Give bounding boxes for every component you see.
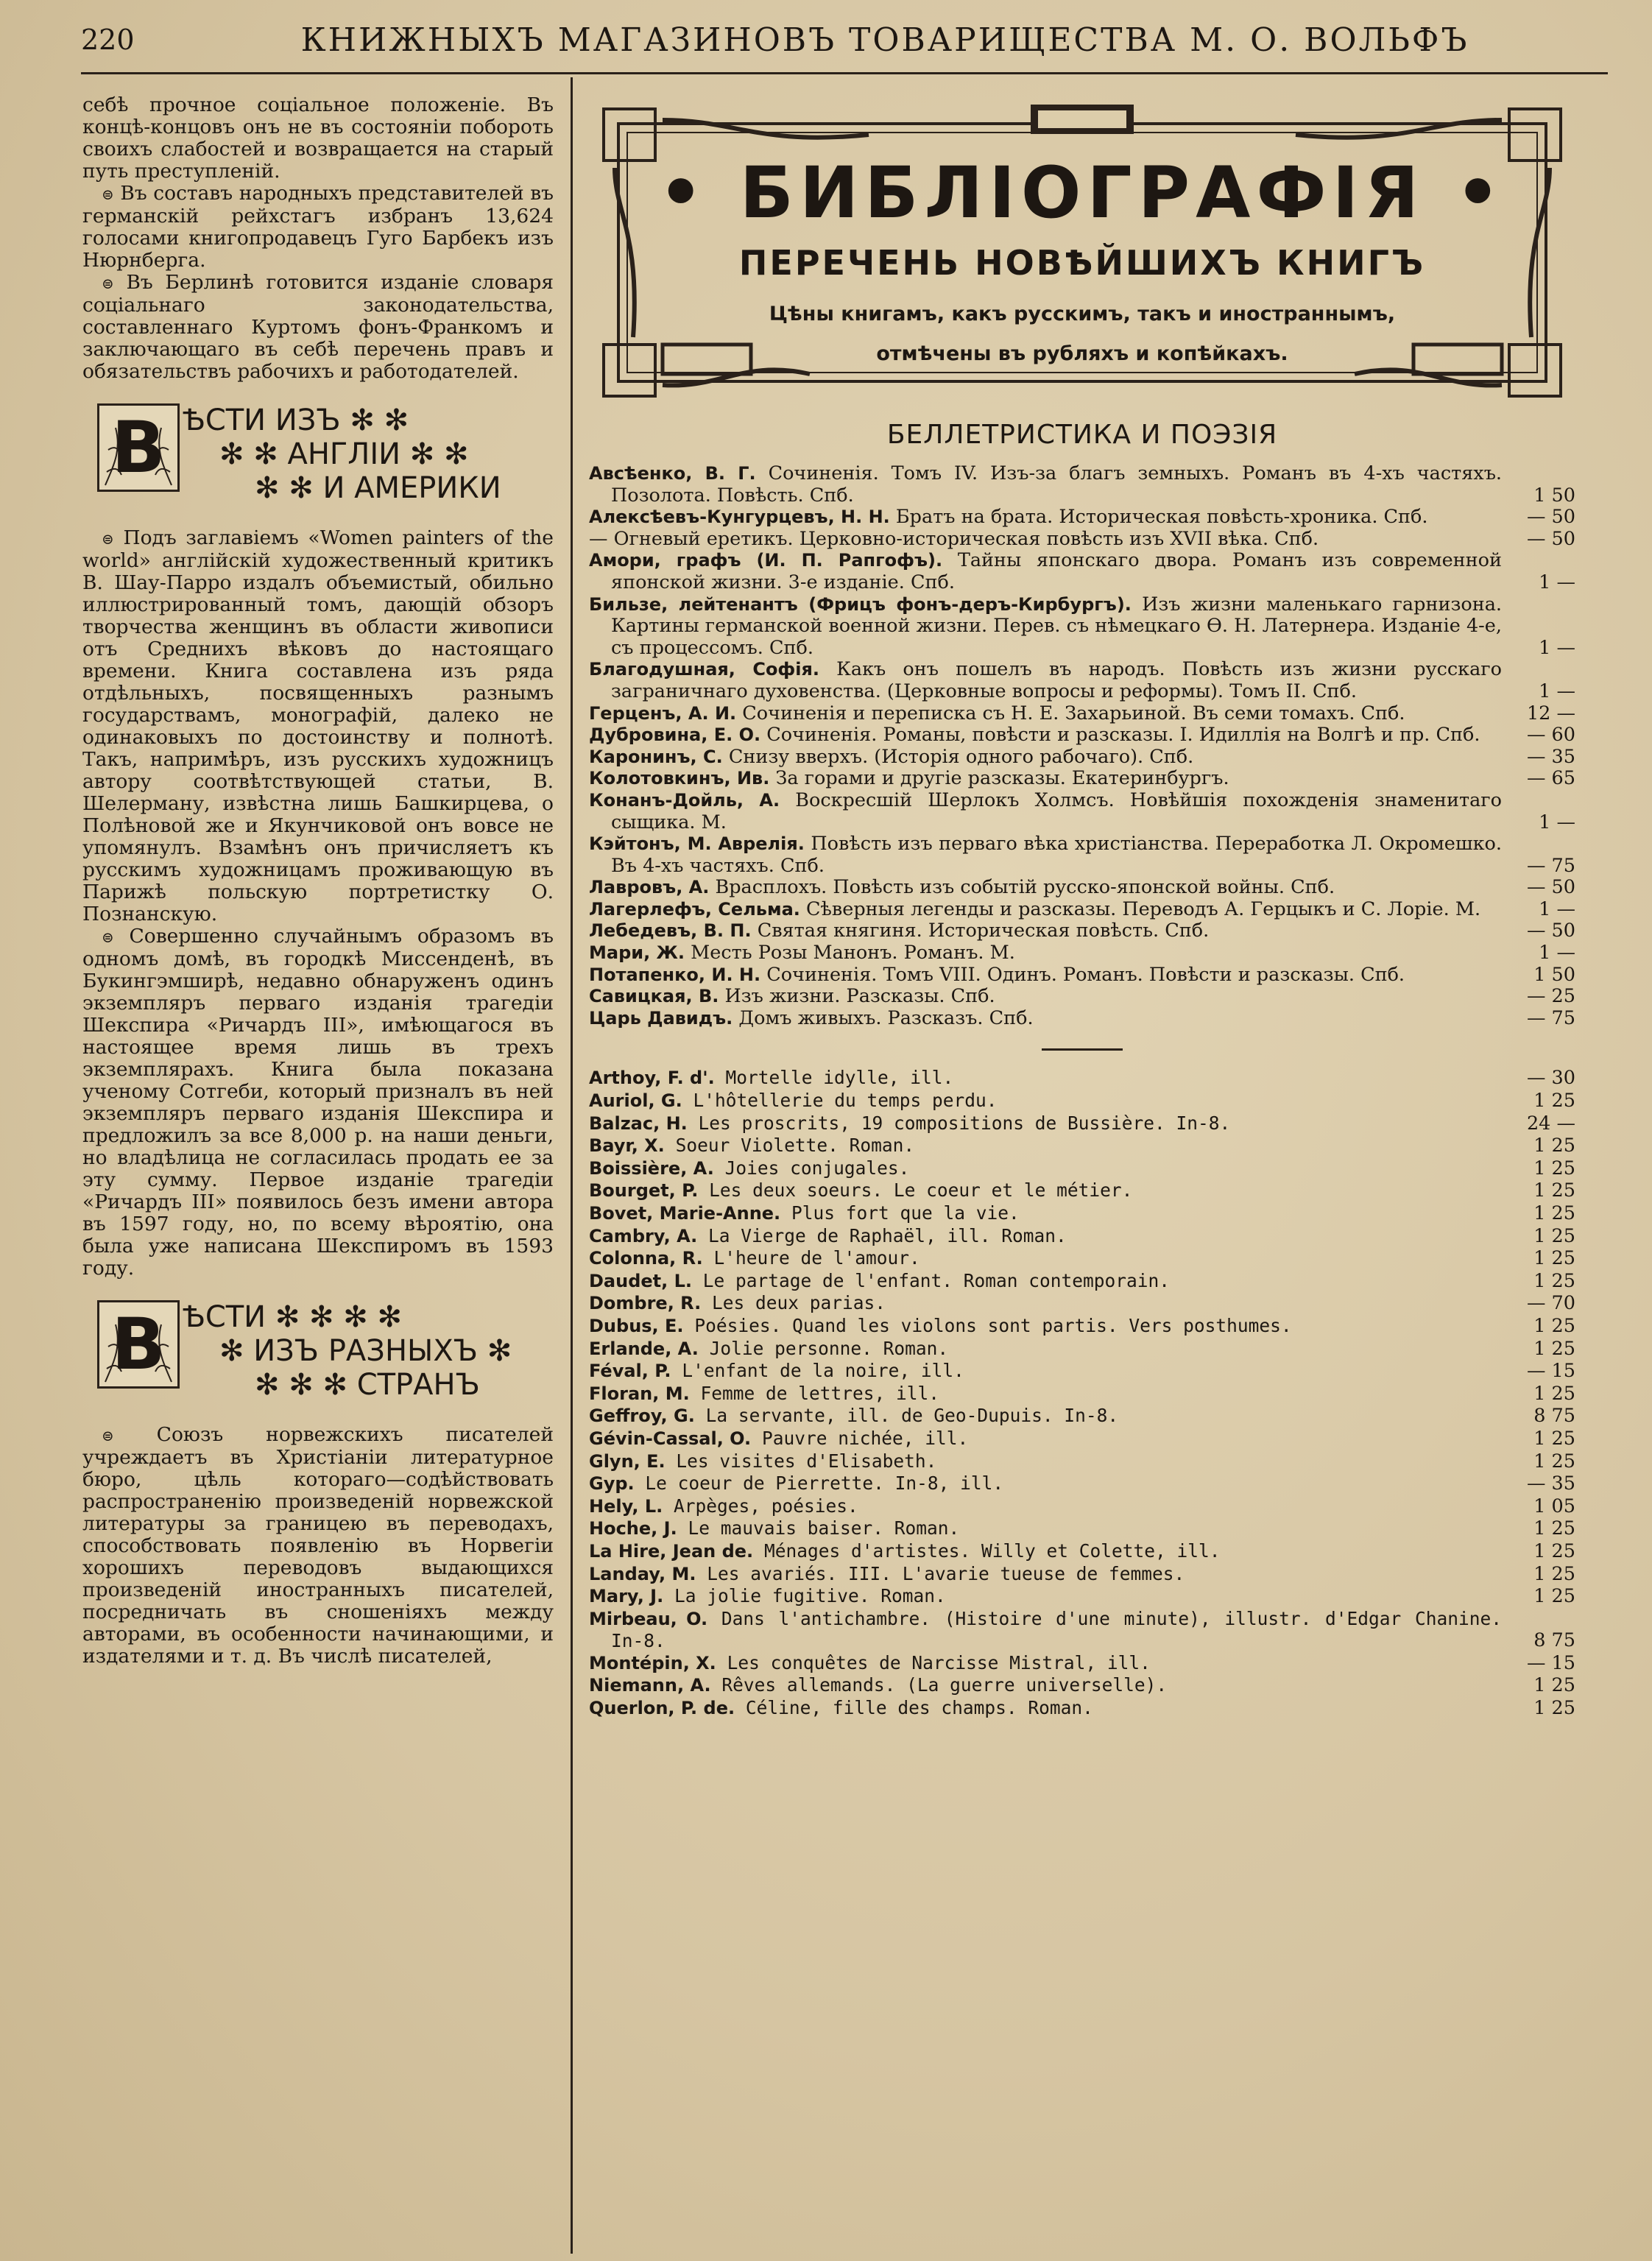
- book-price: — 25: [1526, 985, 1575, 1008]
- book-price: 1 —: [1539, 636, 1575, 659]
- book-price: — 50: [1526, 527, 1575, 550]
- book-author: Bovet, Marie-Anne.: [589, 1203, 781, 1224]
- book-author: Landay, M.: [589, 1563, 696, 1584]
- banner-subtitle: ПЕРЕЧЕНЬ НОВѢЙШИХЪ КНИГЪ: [738, 243, 1426, 283]
- paragraph-text: Подъ заглавіемъ «Women painters of the world» англійскій художественный критикъ В. Шау-Парро издалъ объемистый, обильно иллюстрированный томъ, дающій обзоръ творчества женщинъ въ области живописи отъ Среднихъ вѣковъ до настоящаго времени. Книга составлена изъ ряда отдѣльныхъ, посвященныхъ разнымъ государствамъ, монографій, далеко не одинаковыхъ по достоинству и полнотѣ. Такъ, напримѣръ, изъ русскихъ художницъ автору соотвѣтствующей статьи, В. Шелерману, извѣстна лишь Башкирцева, о Полѣновой же и Якунчиковой онъ вовсе не упомянулъ. Взамѣнъ онъ причисляетъ къ русскимъ художницамъ проживающую въ Парижѣ польскую портретистку О. Познанскую.: [82, 526, 554, 925]
- book-entry: [589, 507, 1575, 529]
- book-entry-text: [589, 1202, 1502, 1225]
- book-title: Сочиненія. Томъ IV. Изъ-за благъ земныхъ. Романъ въ 4-хъ частяхъ. Позолота. Повѣсть. Спб.: [611, 462, 1503, 507]
- book-entry-text: [589, 899, 1502, 921]
- book-entry-text: [589, 1360, 1502, 1383]
- book-author: Царь Давидъ.: [589, 1007, 733, 1029]
- book-author: Mary, J.: [589, 1586, 664, 1607]
- book-price: 1 25: [1533, 1585, 1575, 1608]
- book-entry: [589, 659, 1575, 702]
- book-author: Glyn, E.: [589, 1450, 666, 1472]
- book-price: 1 05: [1533, 1495, 1575, 1517]
- book-entry: [589, 1428, 1575, 1450]
- book-author: Конанъ-Дойль, А.: [589, 789, 780, 811]
- book-title: Arpèges, poésies.: [674, 1495, 858, 1517]
- book-entry: [589, 1495, 1575, 1518]
- book-title: Сочиненія и переписка съ Н. Е. Захарьиной. Въ семи томахъ. Спб.: [742, 702, 1405, 724]
- book-entry: [589, 1517, 1575, 1540]
- running-title: КНИЖНЫХЪ МАГАЗИНОВЪ ТОВАРИЩЕСТВА М. О. ВОЛЬФЪ: [300, 21, 1469, 59]
- book-author: Лебедевъ, В. П.: [589, 920, 752, 942]
- book-title: Какъ онъ пошелъ въ народъ. Повѣсть изъ жизни русскаго заграничнаго духовенства. (Церковные вопросы и реформы). Томъ II. Спб.: [611, 658, 1503, 702]
- book-entry-text: [589, 1540, 1502, 1563]
- banner-title: • БИБЛІОГРАФІЯ •: [658, 152, 1506, 234]
- foreign-book-list: [589, 1067, 1575, 1719]
- book-author: Благодушная, Софія.: [589, 659, 819, 680]
- book-entry: [589, 899, 1575, 921]
- book-entry: [589, 1608, 1575, 1652]
- book-title: Mortelle idylle, ill.: [725, 1067, 954, 1089]
- book-entry-text: [589, 1067, 1502, 1090]
- book-entry: [589, 790, 1575, 833]
- book-author: Erlande, A.: [589, 1338, 699, 1359]
- book-entry-text: [589, 1270, 1502, 1293]
- book-entry-text: [589, 507, 1502, 529]
- paragraph-mark: ⊜: [102, 275, 114, 292]
- book-author: Потапенко, И. Н.: [589, 964, 761, 985]
- book-author: Cambry, A.: [589, 1225, 698, 1246]
- book-entry-text: [589, 986, 1502, 1008]
- book-author: Бильзе, лейтенантъ (Фрицъ фонъ-деръ-Кирбургъ).: [589, 593, 1132, 615]
- book-entry-text: [589, 1179, 1502, 1202]
- book-title: Pauvre nichée, ill.: [761, 1427, 969, 1449]
- book-title: Les conquêtes de Narcisse Mistral, ill.: [727, 1651, 1151, 1673]
- book-author: Féval, P.: [589, 1361, 671, 1382]
- book-price: 1 25: [1533, 1135, 1575, 1157]
- book-author: Balzac, H.: [589, 1112, 688, 1134]
- book-price: — 75: [1526, 854, 1575, 877]
- book-entry-text: [589, 1428, 1502, 1450]
- book-title: Soeur Violette. Roman.: [675, 1135, 915, 1157]
- book-title: Сѣверныя легенды и разсказы. Переводъ А. Герцыкъ и С. Лоріе. М.: [805, 897, 1481, 920]
- section-title-line: ѢСТИ ИЗЪ ✻ ✻: [183, 403, 409, 437]
- book-price: 1 25: [1533, 1337, 1575, 1360]
- paragraph-mark: ⊜: [102, 530, 114, 548]
- book-title: Les deux soeurs. Le coeur et le métier.: [709, 1179, 1133, 1202]
- book-entry-text: [589, 1315, 1502, 1338]
- book-price: 1 25: [1533, 1539, 1575, 1562]
- book-entry-text: [589, 659, 1502, 702]
- book-entry: [589, 1067, 1575, 1090]
- book-price: 1 25: [1533, 1674, 1575, 1697]
- book-entry: [589, 1292, 1575, 1315]
- book-title: La servante, ill. de Geo-Dupuis. In-8.: [705, 1405, 1119, 1427]
- ornamental-initial: [97, 1300, 180, 1389]
- book-entry: [589, 986, 1575, 1008]
- book-title: Le mauvais baiser. Roman.: [688, 1517, 960, 1539]
- right-column: [589, 94, 1575, 1720]
- book-author: Montépin, X.: [589, 1652, 716, 1673]
- section-title: [180, 1300, 554, 1402]
- book-price: 24 —: [1526, 1112, 1575, 1135]
- book-entry-text: [589, 920, 1502, 942]
- initial-letter: В: [111, 1303, 166, 1386]
- book-entry: [589, 1360, 1575, 1383]
- section-title-line: ✻ ✻ И АМЕРИКИ: [255, 471, 501, 505]
- section-title-line: ✻ ✻ АНГЛІИ ✻ ✻: [219, 437, 469, 471]
- book-entry: [589, 1383, 1575, 1405]
- book-title: La jolie fugitive. Roman.: [674, 1585, 946, 1607]
- book-price: 1 25: [1533, 1517, 1575, 1540]
- book-entry: [589, 1652, 1575, 1675]
- book-entry: [589, 1563, 1575, 1586]
- book-price: 1 —: [1539, 811, 1575, 833]
- banner-note: Цѣны книгамъ, какъ русскимъ, такъ и иностраннымъ,: [769, 303, 1396, 325]
- book-price: — 30: [1526, 1067, 1575, 1090]
- book-price: — 65: [1526, 767, 1575, 790]
- book-entry: [589, 1540, 1575, 1563]
- book-entry-text: [589, 724, 1502, 747]
- section-heading-england-america: [82, 403, 554, 505]
- book-author: Dombre, R.: [589, 1293, 702, 1314]
- book-entry-text: [589, 1608, 1502, 1652]
- book-price: 1 50: [1533, 484, 1575, 507]
- book-title: Месть Розы Манонъ. Романъ. М.: [691, 942, 1015, 964]
- book-author: Hoche, J.: [589, 1518, 677, 1539]
- book-price: 1 25: [1533, 1562, 1575, 1585]
- book-price: — 70: [1526, 1292, 1575, 1315]
- book-entry-text: [589, 833, 1502, 877]
- book-title: Сочиненія. Романы, повѣсти и разсказы. I. Идиллія на Волгѣ и пр. Спб.: [766, 724, 1480, 747]
- paragraph: [82, 183, 554, 272]
- book-price: 8 75: [1533, 1629, 1575, 1652]
- book-price: 1 50: [1533, 963, 1575, 986]
- book-price: — 60: [1526, 724, 1575, 747]
- book-entry-text: [589, 550, 1502, 593]
- book-entry-text: [589, 1674, 1502, 1697]
- book-entry: [589, 594, 1575, 660]
- book-title: Снизу вверхъ. (Исторія одного рабочаго). Спб.: [728, 745, 1194, 768]
- book-price: 1 25: [1533, 1224, 1575, 1247]
- book-price: 1 —: [1539, 942, 1575, 964]
- paragraph-mark: ⊜: [102, 1427, 114, 1445]
- book-entry: [589, 920, 1575, 942]
- section-title-line: ѢСТИ ✻ ✻ ✻ ✻: [183, 1300, 403, 1334]
- paragraph-mark: ⊜: [102, 186, 114, 203]
- book-title: За горами и другіе разсказы. Екатеринбургъ.: [775, 767, 1229, 790]
- book-entry: [589, 1585, 1575, 1608]
- book-title: Врасплохъ. Повѣсть изъ событій русско-японской войны. Спб.: [715, 876, 1335, 899]
- book-price: 1 25: [1533, 1179, 1575, 1202]
- book-price: 1 25: [1533, 1247, 1575, 1270]
- book-entry: [589, 1405, 1575, 1428]
- book-entry-text: [589, 1563, 1502, 1586]
- book-entry: [589, 1157, 1575, 1180]
- book-entry-text: [589, 790, 1502, 833]
- book-entry-text: [589, 877, 1502, 899]
- book-title: Ménages d'artistes. Willy et Colette, ill.: [763, 1539, 1221, 1562]
- ornamental-initial: [97, 403, 180, 492]
- book-author: La Hire, Jean de.: [589, 1540, 754, 1562]
- book-entry-text: [589, 1247, 1502, 1270]
- section-title-line: ✻ ИЗЪ РАЗНЫХЪ ✻: [219, 1334, 512, 1368]
- book-entry: [589, 833, 1575, 877]
- book-title: Céline, fille des champs. Roman.: [745, 1697, 1093, 1719]
- book-entry: [589, 747, 1575, 769]
- book-author: Querlon, P. de.: [589, 1698, 735, 1719]
- book-title: Повѣсть изъ перваго вѣка христіанства. Переработка Л. Окромешко. Въ 4-хъ частяхъ. Спб.: [611, 833, 1502, 877]
- book-entry-text: [589, 1112, 1502, 1135]
- book-entry: [589, 877, 1575, 899]
- book-author: Mirbeau, O.: [589, 1608, 708, 1629]
- book-entry: [589, 529, 1575, 551]
- paragraph-mark: ⊜: [102, 928, 114, 946]
- book-author: Кэйтонъ, М. Аврелія.: [589, 833, 805, 855]
- banner-note: отмѣчены въ рубляхъ и копѣйкахъ.: [876, 342, 1288, 365]
- header-rule: [81, 72, 1608, 74]
- book-price: 1 25: [1533, 1314, 1575, 1337]
- book-entry: [589, 1674, 1575, 1697]
- book-entry-text: [589, 768, 1502, 790]
- book-title: L'heure de l'amour.: [713, 1247, 920, 1269]
- book-price: 1 25: [1533, 1427, 1575, 1450]
- book-entry: [589, 1270, 1575, 1293]
- paragraph-text: Въ составъ народныхъ представителей въ германскій рейхстагъ избранъ 13,624 голосами книгопродавецъ Гуго Барбекъ изъ Нюрнберга.: [82, 182, 554, 272]
- book-author: Алексѣевъ-Кунгурцевъ, Н. Н.: [589, 507, 890, 528]
- book-entry-text: [589, 747, 1502, 769]
- book-entry-text: [589, 594, 1502, 660]
- book-author: Colonna, R.: [589, 1248, 703, 1269]
- section-title-line: ✻ ✻ ✻ СТРАНЪ: [255, 1368, 480, 1402]
- book-entry-text: [589, 1472, 1502, 1495]
- book-title: Rêves allemands. (La guerre universelle).: [721, 1674, 1168, 1696]
- book-price: — 15: [1526, 1360, 1575, 1383]
- book-price: 12 —: [1526, 702, 1575, 724]
- book-entry: [589, 768, 1575, 790]
- category-heading: БЕЛЛЕТРИСТИКА И ПОЭЗІЯ: [886, 420, 1278, 450]
- book-entry: [589, 550, 1575, 593]
- book-price: 1 25: [1533, 1382, 1575, 1405]
- book-entry: [589, 1202, 1575, 1225]
- book-title: Poésies. Quand les violons sont partis. Vers posthumes.: [694, 1314, 1292, 1336]
- book-author: Лагерлефъ, Сельма.: [589, 898, 800, 920]
- paragraph: [82, 272, 554, 383]
- book-entry: [589, 703, 1575, 725]
- book-price: — 50: [1526, 876, 1575, 899]
- book-entry-text: [589, 1450, 1502, 1473]
- book-title: Тайны японскаго двора. Романъ изъ современной японской жизни. 3-е изданіе. Спб.: [611, 549, 1503, 593]
- book-price: — 50: [1526, 920, 1575, 942]
- book-title: Dans l'antichambre. (Histoire d'une minute), illustr. d'Edgar Chanine. In-8.: [611, 1607, 1502, 1652]
- book-entry-text: [589, 1585, 1502, 1608]
- paragraph: [82, 1424, 554, 1668]
- book-price: — 15: [1526, 1651, 1575, 1674]
- book-price: — 75: [1526, 1006, 1575, 1029]
- book-author: Hely, L.: [589, 1495, 663, 1517]
- book-title: La Vierge de Raphaël, ill. Roman.: [708, 1224, 1067, 1246]
- book-title: Les proscrits, 19 compositions de Bussière. In-8.: [698, 1112, 1231, 1134]
- book-author: Герценъ, А. И.: [589, 702, 737, 724]
- section-separator: [1042, 1048, 1123, 1051]
- book-entry: [589, 724, 1575, 747]
- book-title: L'hôtellerie du temps perdu.: [693, 1090, 998, 1112]
- book-title: Воскресшій Шерлокъ Холмсъ. Новѣйшія похожденія знаменитаго сыщика. М.: [611, 789, 1503, 833]
- section-heading-various-countries: [82, 1300, 554, 1402]
- book-author: Амори, графъ (И. П. Рапгофъ).: [589, 550, 943, 571]
- paragraph: себѣ прочное соціальное положеніе. Въ концѣ-концовъ онъ не въ состояніи побороть своихъ слабостей и возвращается на старый путь преступленій.: [82, 94, 554, 183]
- book-author: Мари, Ж.: [589, 942, 685, 964]
- book-entry-text: [589, 1225, 1502, 1248]
- book-entry: [589, 1450, 1575, 1473]
- book-author: Савицкая, В.: [589, 986, 719, 1007]
- book-author: Boissière, A.: [589, 1157, 714, 1179]
- book-entry-text: [589, 529, 1502, 551]
- paragraph-text: Союзъ норвежскихъ писателей учреждаетъ въ Христіаніи литературное бюро, цѣль котораго—содѣйствовать распространенію произведеній норвежской литературы за границею въ переводахъ, способствовать появленію въ Норвегіи хорошихъ переводовъ выдающихся произведеній иностранныхъ писателей, посредничать въ сношеніяхъ между авторами, въ особенности начинающими, и издателями и т. д. Въ числѣ писателей,: [82, 1423, 554, 1668]
- book-entry: [589, 942, 1575, 964]
- book-title: Le partage de l'enfant. Roman contemporain.: [702, 1269, 1171, 1291]
- book-author: Лавровъ, А.: [589, 877, 710, 898]
- book-title: Домъ живыхъ. Разсказъ. Спб.: [738, 1006, 1034, 1029]
- book-entry-text: [589, 1338, 1502, 1361]
- book-price: — 35: [1526, 1472, 1575, 1495]
- book-entry-text: [589, 1405, 1502, 1428]
- book-entry: [589, 1225, 1575, 1248]
- book-author: Niemann, A.: [589, 1675, 711, 1696]
- left-column: [82, 94, 554, 1668]
- book-title: Святая княгиня. Историческая повѣсть. Спб.: [757, 920, 1210, 942]
- book-author: Gyp.: [589, 1473, 635, 1495]
- book-entry: [589, 1179, 1575, 1202]
- book-price: 1 25: [1533, 1090, 1575, 1112]
- book-entry: [589, 1247, 1575, 1270]
- book-entry: [589, 1135, 1575, 1157]
- book-price: 1 —: [1539, 680, 1575, 702]
- book-title: Изъ жизни маленькаго гарнизона. Картины германской военной жизни. Перев. съ нѣмецкаго Ѳ. Н. Латернера. Изданіе 4-е, съ процессомъ. Спб.: [611, 593, 1503, 659]
- book-price: — 35: [1526, 745, 1575, 768]
- book-price: 1 25: [1533, 1269, 1575, 1292]
- paragraph-text: Совершенно случайнымъ образомъ въ одномъ домѣ, въ городкѣ Миссенденѣ, въ Букингэмширѣ, недавно обнаруженъ одинъ экземпляръ перваго изданія трагедіи Шекспира «Ричардъ III», имѣющагося въ настоящее время лишь въ трехъ экземплярахъ. Книга была показана ученому Сотгеби, который призналъ въ ней экземпляръ перваго изданія Шекспира и предложилъ за все 8,000 р. на наши деньги, но владѣлица не согласилась продать ее за эту сумму. Первое изданіе трагедіи «Ричардъ III» появилось безъ имени автора въ 1597 году, но, по всему вѣроятію, она была уже написана Шекспиромъ въ 1593 году.: [82, 925, 554, 1280]
- book-author: Авсѣенко, В. Г.: [589, 463, 756, 484]
- book-entry-text: [589, 964, 1502, 987]
- paragraph: [82, 925, 554, 1280]
- book-entry-text: [589, 1383, 1502, 1405]
- book-entry: [589, 1090, 1575, 1112]
- book-price: 8 75: [1533, 1405, 1575, 1428]
- book-title: — Огневый еретикъ. Церковно-историческая повѣсть изъ XVII вѣка. Спб.: [589, 527, 1319, 550]
- book-title: Les avariés. III. L'avarie tueuse de femmes.: [707, 1562, 1185, 1584]
- book-author: Дубровина, Е. О.: [589, 724, 761, 746]
- book-author: Daudet, L.: [589, 1270, 693, 1291]
- book-price: 1 25: [1533, 1157, 1575, 1179]
- book-price: 1 —: [1539, 897, 1575, 920]
- book-title: Сочиненія. Томъ VIII. Одинъ. Романъ. Повѣсти и разсказы. Спб.: [766, 963, 1405, 986]
- column-divider: [571, 77, 573, 2254]
- book-title: Joies conjugales.: [724, 1157, 910, 1179]
- book-entry-text: [589, 1292, 1502, 1315]
- book-entry: [589, 463, 1575, 507]
- book-title: Femme de lettres, ill.: [700, 1382, 939, 1404]
- book-entry-text: [589, 703, 1502, 725]
- book-entry: [589, 1315, 1575, 1338]
- book-entry-text: [589, 1517, 1502, 1540]
- book-author: Колотовкинъ, Ив.: [589, 768, 770, 789]
- page-number: 220: [81, 24, 135, 56]
- book-title: Изъ жизни. Разсказы. Спб.: [724, 985, 995, 1008]
- book-author: Gévin-Cassal, O.: [589, 1428, 752, 1449]
- book-title: Les deux parias.: [712, 1292, 886, 1314]
- book-author: Floran, M.: [589, 1383, 690, 1404]
- book-entry-text: [589, 463, 1502, 507]
- book-entry: [589, 1008, 1575, 1030]
- book-entry-text: [589, 1697, 1502, 1720]
- book-entry-text: [589, 1008, 1502, 1030]
- book-entry: [589, 1472, 1575, 1495]
- book-entry: [589, 964, 1575, 987]
- book-entry-text: [589, 1157, 1502, 1180]
- book-entry-text: [589, 942, 1502, 964]
- bibliography-banner: [589, 94, 1575, 411]
- book-title: Братъ на брата. Историческая повѣсть-хроника. Спб.: [895, 506, 1428, 529]
- book-title: Jolie personne. Roman.: [709, 1337, 949, 1359]
- book-price: 1 25: [1533, 1450, 1575, 1472]
- book-price: 1 25: [1533, 1202, 1575, 1224]
- book-title: Le coeur de Pierrette. In-8, ill.: [645, 1472, 1004, 1495]
- book-author: Каронинъ, С.: [589, 746, 723, 767]
- book-entry-text: [589, 1135, 1502, 1157]
- section-title: [180, 403, 554, 505]
- book-author: Geffroy, G.: [589, 1405, 695, 1427]
- book-entry: [589, 1112, 1575, 1135]
- running-head: [81, 13, 1608, 66]
- book-price: — 50: [1526, 506, 1575, 529]
- book-author: Arthoy, F. d'.: [589, 1068, 715, 1089]
- book-author: Dubus, E.: [589, 1315, 684, 1336]
- book-price: 1 —: [1539, 571, 1575, 593]
- book-author: Bayr, X.: [589, 1135, 665, 1157]
- paragraph-text: Въ Берлинѣ готовится изданіе словаря соціальнаго законодательства, составленнаго Куртомъ фонъ-Франкомъ и заключающаго въ себѣ перечень правъ и обязательствъ рабочихъ и работодателей.: [82, 271, 554, 383]
- initial-letter: В: [111, 406, 166, 489]
- book-price: 1 25: [1533, 1697, 1575, 1720]
- book-title: L'enfant de la noire, ill.: [682, 1360, 964, 1382]
- book-author: Bourget, P.: [589, 1180, 699, 1202]
- paragraph: [82, 527, 554, 925]
- book-entry-text: [589, 1652, 1502, 1675]
- book-entry-text: [589, 1090, 1502, 1112]
- book-entry: [589, 1338, 1575, 1361]
- book-title: Les visites d'Elisabeth.: [676, 1450, 937, 1472]
- book-entry: [589, 1697, 1575, 1720]
- russian-book-list: [589, 463, 1575, 1029]
- book-entry-text: [589, 1495, 1502, 1518]
- book-author: Auriol, G.: [589, 1090, 682, 1112]
- book-title: Plus fort que la vie.: [791, 1202, 1020, 1224]
